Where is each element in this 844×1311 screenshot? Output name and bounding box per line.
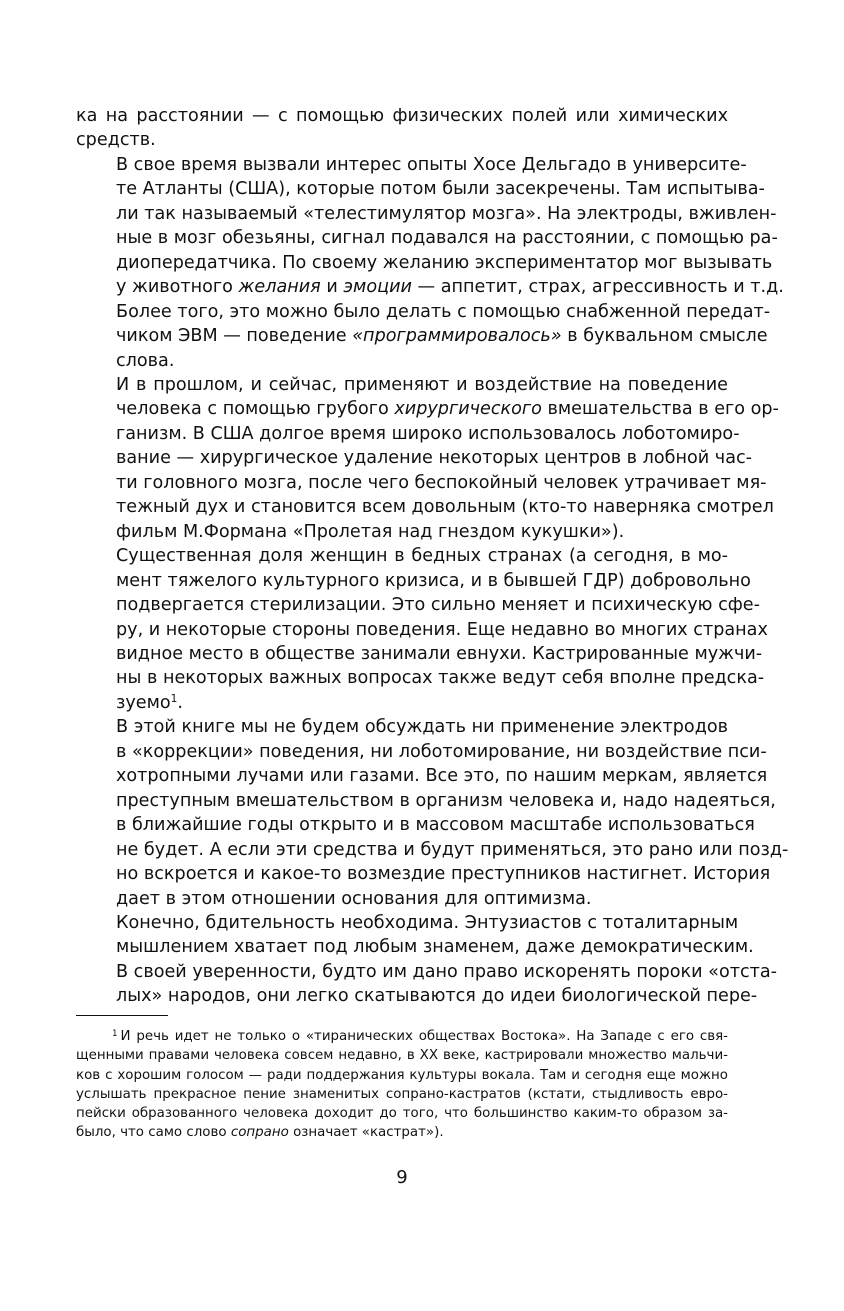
text-line: подвергается стерилизации. Это сильно меняет и психическую сфе- [116,595,760,616]
text-line: ганизм. В США долгое время широко использовалось лоботомиро- [116,423,740,444]
text-line: те Атланты (США), которые потом были засекречены. Там испытыва- [116,179,765,200]
text-line: В этой книге мы не будем обсуждать ни применение электродов [116,717,728,738]
text-line: не будет. А если эти средства и будут применяться, это рано или позд- [116,839,789,860]
text-line: Более того, это можно было делать с помощью снабженной передат- [116,301,771,322]
text-line: преступным вмешательством в организм человека и, надо надеяться, [116,790,776,811]
text-line: В своей уверенности, будто им дано право искоренять пороки «отста- [116,961,778,982]
text-line: слова. [116,350,175,371]
footnote-line: щенными правами человека совсем недавно, в XX веке, кастрировали множество мальчи- [76,1048,728,1064]
text-line: ти головного мозга, после чего беспокойный человек утрачивает мя- [116,472,767,493]
footnote [76,1027,728,1143]
text-line: средств. [76,130,156,151]
text-line: хотропными лучами или газами. Все это, по нашим меркам, является [116,766,768,787]
footnote-mark: 1 [112,1028,118,1039]
text-line: диопередатчика. По своему желанию экспериментатор мог вызывать [116,252,773,273]
main-text [76,104,789,1009]
paragraph [76,911,778,1009]
paragraph [76,373,779,544]
footnote-line: было, что само слово сопрано означает «кастрат»). [76,1125,444,1141]
text-line: вание — хирургическое удаление некоторых центров в лобной час- [116,448,752,469]
text-line: ные в мозг обезьяны, сигнал подавался на расстоянии, с помощью ра- [116,228,778,249]
text-line: дает в этом отношении основания для оптимизма. [116,888,592,909]
text-line: чиком ЭВМ — поведение «программировалось» в буквальном смысле [116,326,768,347]
text-line: тежный дух и становится всем довольным (кто-то наверняка смотрел [116,497,774,518]
footnote-line: ков с хорошим голосом — ради поддержания культуры вокала. Там и сегодня еще можно [76,1067,728,1083]
text-line: человека с помощью грубого хирургического вмешательства в его ор- [116,399,779,420]
page-number: 9 [396,1167,408,1188]
text-line: но вскроется и какое-то возмездие преступников настигнет. История [116,864,771,885]
footnote-separator [76,1015,168,1016]
text-line: В свое время вызвали интерес опыты Хосе Дельгадо в университе- [116,154,747,175]
paragraph [76,544,768,715]
text-line: у животного желания и эмоции — аппетит, страх, агрессивность и т.д. [116,277,784,298]
text-line: видное место в обществе занимали евнухи. Кастрированные мужчи- [116,643,763,664]
text-line: лых» народов, они легко скатываются до идеи биологической пере- [116,986,758,1007]
paragraph [76,153,784,373]
text-line: ны в некоторых важных вопросах также ведут себя вполне предска- [116,668,765,689]
text-line: зуемо$^1$. [116,692,183,713]
text-line: ли так называемый «телестимулятор мозга». На электроды, вживлен- [116,203,777,224]
paragraph [76,104,728,153]
paragraph [76,715,789,911]
text-line: фильм М.Формана «Пролетая над гнездом кукушки»). [116,521,625,542]
footnote-line: $^1$ И речь идет не только о «тиранических обществах Востока». На Западе с его свя- [112,1028,728,1044]
text-line: ру, и некоторые стороны поведения. Еще недавно во многих странах [116,619,768,640]
text-line: в ближайшие годы открыто и в массовом масштабе использоваться [116,815,755,836]
text-line: мент тяжелого культурного кризиса, и в бывшей ГДР) добровольно [116,570,751,591]
text-line: мышлением хватает под любым знаменем, даже демократическим. [116,937,754,958]
text-line: Существенная доля женщин в бедных странах (а сегодня, в мо- [116,546,728,567]
text-line: в «коррекции» поведения, ни лоботомирование, ни воздействие пси- [116,741,767,762]
footnote-line: услышать прекрасное пение знаменитых сопрано-кастратов (кстати, стыдливость евро- [76,1086,728,1102]
text-line: Конечно, бдительность необходима. Энтузиастов с тоталитарным [116,912,739,933]
text-line: И в прошлом, и сейчас, применяют и воздействие на поведение [116,374,728,395]
text-line: ка на расстоянии — с помощью физических полей или химических [76,106,728,126]
footnote-line: пейски образованного человека доходит до того, что большинство каким-то образом за- [76,1106,728,1122]
